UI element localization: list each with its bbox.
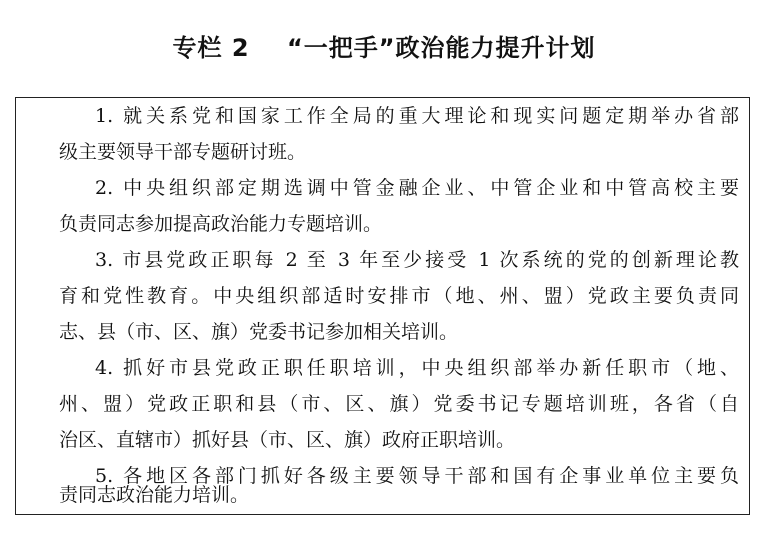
item-1-line-1: 1. 就关系党和国家工作全局的重大理论和现实问题定期举办省部 xyxy=(95,105,739,127)
item-2-line-1: 2. 中央组织部定期选调中管金融企业、中管企业和中管高校主要 xyxy=(95,177,739,199)
item-3-line-3: 志、县（市、区、旗）党委书记参加相关培训。 xyxy=(59,321,459,343)
item-2-line-2: 负责同志参加提高政治能力专题培训。 xyxy=(59,213,383,235)
plan-title: “一把手”政治能力提升计划 xyxy=(286,34,596,62)
item-4-line-3: 治区、直辖市）抓好县（市、区、旗）政府正职培训。 xyxy=(59,429,516,451)
item-1-line-2: 级主要领导干部专题研讨班。 xyxy=(59,141,307,163)
item-3-line-2: 育和党性教育。中央组织部适时安排市（地、州、盟）党政主要负责同 xyxy=(59,285,739,307)
content-box xyxy=(15,97,750,515)
column-label: 专栏 2 xyxy=(172,34,250,62)
item-4-line-1: 4. 抓好市县党政正职任职培训，中央组织部举办新任职市（地、 xyxy=(95,357,739,379)
item-5-line-1: 5. 各地区各部门抓好各级主要领导干部和国有企事业单位主要负 xyxy=(95,465,739,487)
item-4-line-2: 州、盟）党政正职和县（市、区、旗）党委书记专题培训班，各省（自 xyxy=(59,393,739,415)
item-5-line-2: 责同志政治能力培训。 xyxy=(59,484,250,506)
page-title xyxy=(0,28,768,63)
item-3-line-1: 3. 市县党政正职每 2 至 3 年至少接受 1 次系统的党的创新理论教 xyxy=(95,249,739,271)
